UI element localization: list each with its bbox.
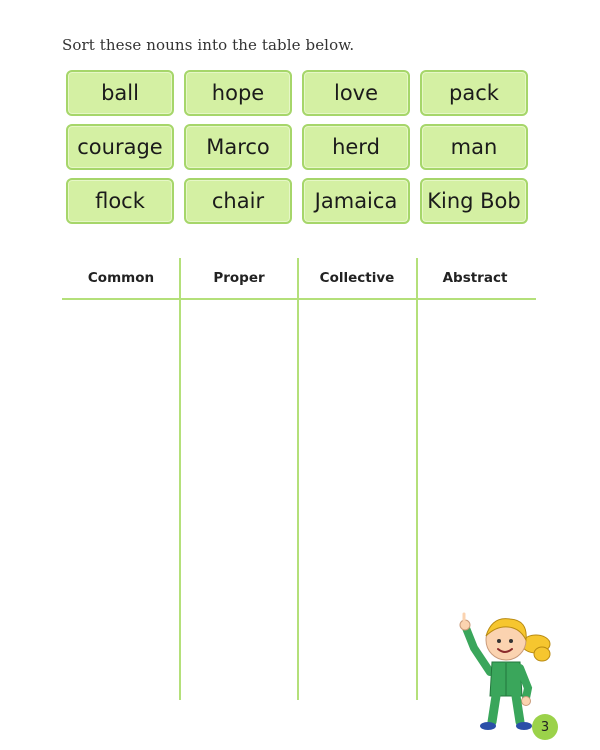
word-card[interactable]: man (420, 124, 528, 170)
word-card[interactable]: herd (302, 124, 410, 170)
word-card[interactable]: ball (66, 70, 174, 116)
common-answer-area[interactable] (62, 300, 178, 700)
word-card[interactable]: courage (66, 124, 174, 170)
instruction-text: Sort these nouns into the table below. (62, 36, 355, 54)
page-number-badge: 3 (532, 714, 558, 740)
word-bank (66, 70, 528, 224)
word-card[interactable]: pack (420, 70, 528, 116)
word-card[interactable]: hope (184, 70, 292, 116)
column-header-collective: Collective (319, 270, 395, 286)
word-card[interactable]: flock (66, 178, 174, 224)
word-card[interactable]: Marco (184, 124, 292, 170)
proper-answer-area[interactable] (181, 300, 297, 700)
column-header-common: Common (87, 270, 155, 286)
column-header-abstract: Abstract (442, 270, 508, 286)
word-card[interactable]: King Bob (420, 178, 528, 224)
collective-answer-area[interactable] (299, 300, 415, 700)
column-header-proper: Proper (213, 270, 265, 286)
girl-pointing-up-icon (448, 606, 558, 730)
word-card[interactable]: love (302, 70, 410, 116)
word-card[interactable]: Jamaica (302, 178, 410, 224)
word-card[interactable]: chair (184, 178, 292, 224)
